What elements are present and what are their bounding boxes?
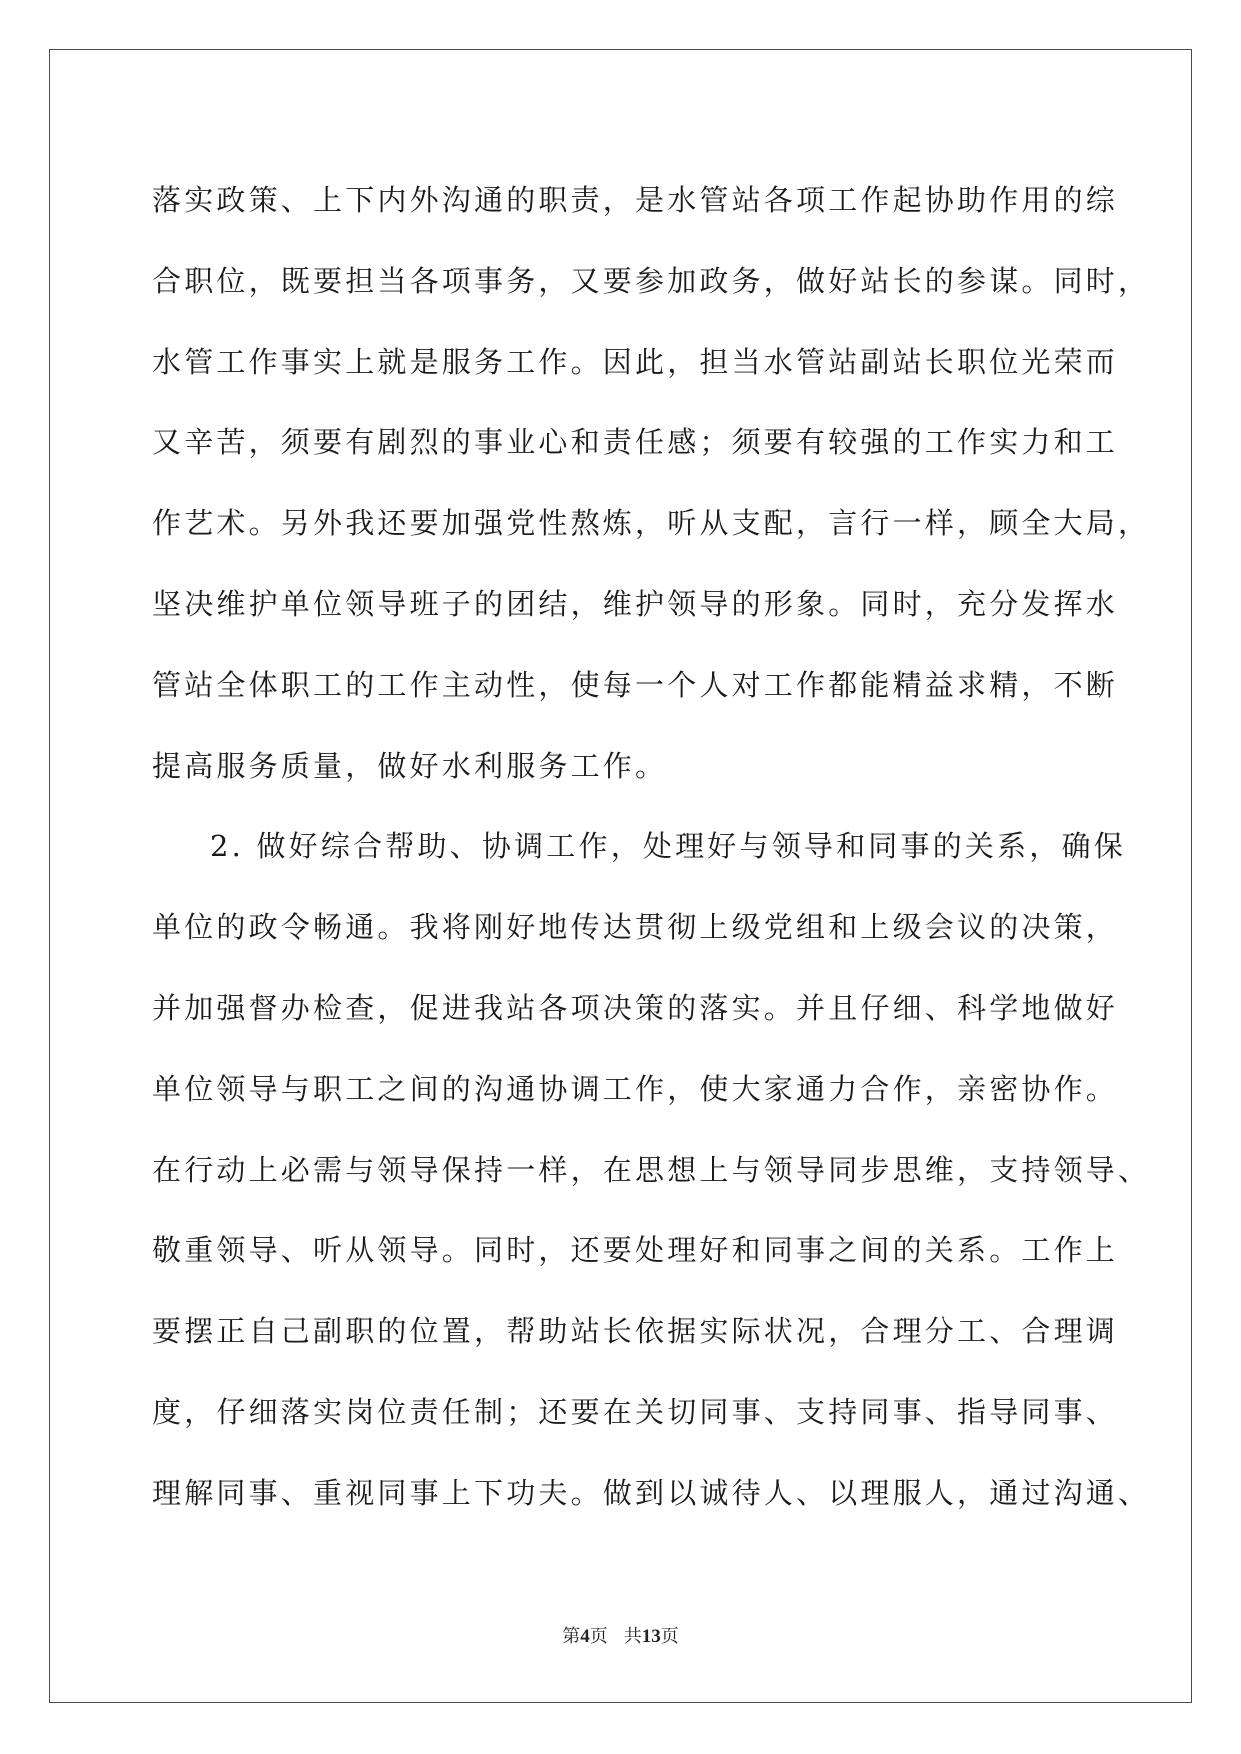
- text-line-15: 要摆正自己副职的位置，帮助站长依据实际状况，合理分工、合理调: [152, 1314, 1119, 1349]
- page-suffix: 页: [589, 1626, 608, 1647]
- page-footer: [0, 1622, 1241, 1648]
- page-prefix: 第: [562, 1626, 581, 1647]
- text-line-13: 在行动上必需与领导保持一样，在思想上与领导同步思维，支持领导、: [152, 1152, 1151, 1187]
- total-pages: 13: [641, 1626, 661, 1647]
- page-number: 4: [580, 1626, 590, 1647]
- total-suffix: 页: [660, 1626, 679, 1647]
- text-line-14: 敬重领导、听从领导。同时，还要处理好和同事之间的关系。工作上: [152, 1233, 1119, 1268]
- total-prefix: 共: [623, 1626, 642, 1647]
- text-line-16: 度，仔细落实岗位责任制；还要在关切同事、支持同事、指导同事、: [152, 1394, 1119, 1429]
- text-line-5: 作艺术。另外我还要加强党性熬炼，听从支配，言行一样，顾全大局，: [152, 506, 1151, 541]
- text-line-7: 管站全体职工的工作主动性，使每一个人对工作都能精益求精，不断: [152, 667, 1119, 702]
- text-line-11: 并加强督办检查，促进我站各项决策的落实。并且仔细、科学地做好: [152, 990, 1119, 1025]
- body-text: [152, 160, 1151, 1534]
- text-line-10: 单位的政令畅通。我将刚好地传达贯彻上级党组和上级会议的决策，: [152, 910, 1119, 945]
- text-line-9: 2. 做好综合帮助、协调工作，处理好与领导和同事的关系，确保: [210, 829, 1126, 864]
- text-line-1: 落实政策、上下内外沟通的职责，是水管站各项工作起协助作用的综: [152, 183, 1119, 217]
- text-line-2: 合职位，既要担当各项事务，又要参加政务，做好站长的参谋。同时，: [152, 263, 1151, 298]
- text-line-17: 理解同事、重视同事上下功夫。做到以诚待人、以理服人，通过沟通、: [152, 1475, 1151, 1510]
- text-line-6: 坚决维护单位领导班子的团结，维护领导的形象。同时，充分发挥水: [152, 586, 1119, 621]
- text-line-3: 水管工作事实上就是服务工作。因此，担当水管站副站长职位光荣而: [152, 344, 1119, 379]
- text-line-4: 又辛苦，须要有剧烈的事业心和责任感；须要有较强的工作实力和工: [152, 425, 1119, 460]
- text-line-8: 提高服务质量，做好水利服务工作。: [152, 748, 668, 783]
- text-line-12: 单位领导与职工之间的沟通协调工作，使大家通力合作，亲密协作。: [152, 1071, 1119, 1106]
